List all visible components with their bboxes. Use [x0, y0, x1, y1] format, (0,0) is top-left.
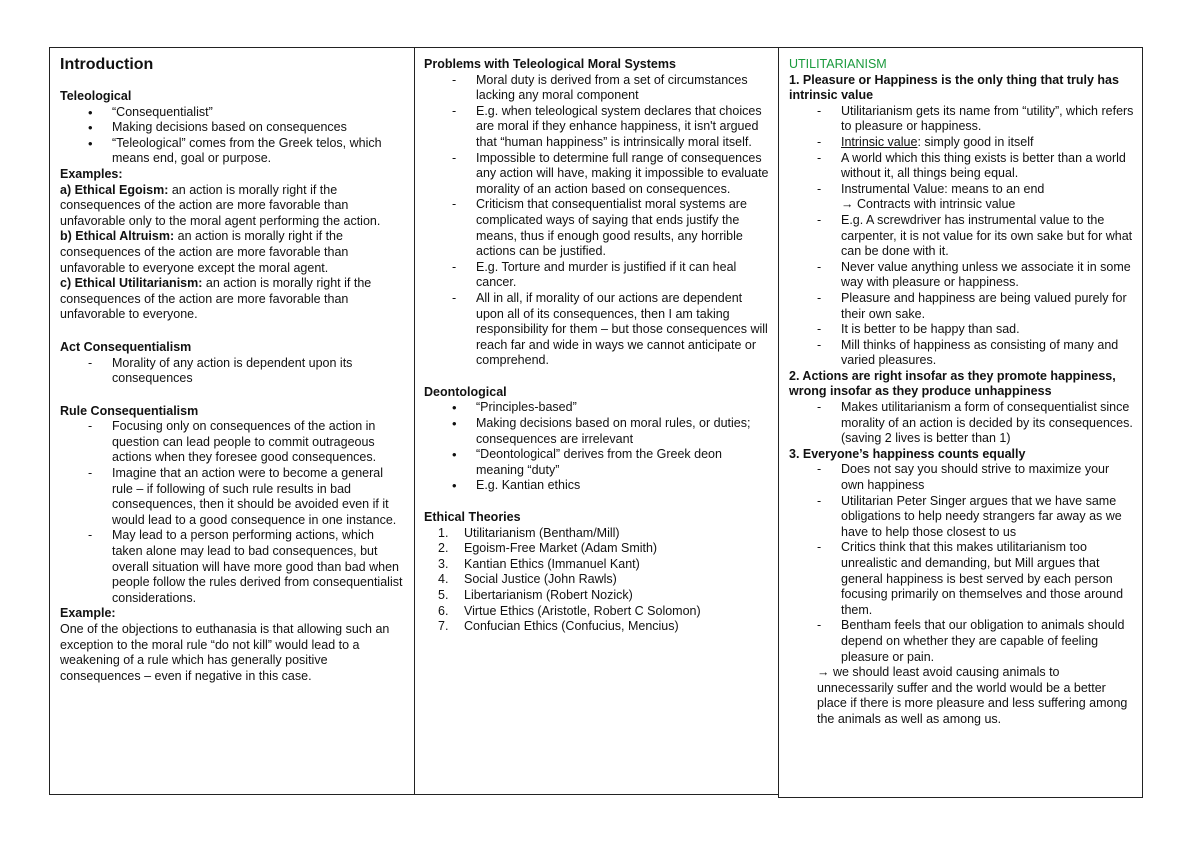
ethical-theories-list	[424, 526, 769, 635]
list-text: Egoism-Free Market (Adam Smith)	[464, 541, 658, 556]
example-utilitarianism	[60, 276, 404, 323]
list-item: • Making decisions based on consequences	[60, 120, 404, 136]
column-introduction	[49, 47, 415, 795]
heading-act-consequentialism: Act Consequentialism	[60, 339, 192, 354]
list-item: - Does not say you should strive to maximize your own happiness	[789, 462, 1134, 493]
list-item: - Impossible to determine full range of consequences any action will have, making it impossible to evaluate morality of an action based on consequences.	[424, 151, 769, 198]
list-text: Social Justice (John Rawls)	[464, 572, 617, 587]
list-item: - It is better to be happy than sad.	[789, 322, 1134, 338]
column-utilitarianism	[778, 47, 1143, 798]
counts-equally-list	[789, 462, 1134, 665]
definition-utilitarianism: an action is morally right if the consequences of the action are more favorable than unfavorable to everyone.	[60, 276, 372, 322]
example-altruism	[60, 229, 404, 276]
list-item	[424, 588, 769, 604]
list-item: - Utilitarianism gets its name from “utility”, which refers to pleasure or happiness.	[789, 104, 1134, 135]
list-number: 5.	[438, 588, 449, 602]
list-item: - Never value anything unless we associate it in some way with pleasure or happiness.	[789, 260, 1134, 291]
intrinsic-value-list	[789, 104, 1134, 369]
list-item	[789, 135, 1134, 151]
instrumental-value-arrow-line: → Contracts with intrinsic value	[841, 197, 1016, 212]
column-problems	[414, 47, 779, 795]
list-number: 7.	[438, 619, 449, 634]
list-item: - May lead to a person performing actions, which taken alone may lead to bad consequences, but overall situation will have more good than bad when people follow the rules derived from consequentialist considerations.	[60, 528, 404, 606]
list-item	[424, 526, 769, 542]
definition-altruism: an action is morally right if the consequences of the action are more favorable than unfavorable to everyone except the moral agent.	[60, 229, 349, 275]
heading-rule-consequentialism: Rule Consequentialism	[60, 403, 199, 418]
list-number: 6.	[438, 603, 449, 618]
list-item: - A world which this thing exists is better than a world without it, all things being equal.	[789, 151, 1134, 182]
intrinsic-value-term: Intrinsic value	[841, 134, 918, 149]
list-item: - Focusing only on consequences of the action in question can lead people to commit outrageous actions when they foresee good consequences.	[60, 419, 404, 466]
list-item: - Criticism that consequentialist moral systems are complicated ways of saying that ends justify the means, thus if enough good results, any horrible actions can be justified.	[424, 197, 769, 259]
teleological-list	[60, 105, 404, 167]
list-item: • E.g. Kantian ethics	[424, 478, 769, 494]
section-title-utilitarianism: UTILITARIANISM	[789, 57, 887, 71]
list-number: 3.	[438, 556, 449, 571]
list-number: 4.	[438, 572, 449, 587]
animals-conclusion: → we should least avoid causing animals to unnecessarily suffer and the world would be a better place if there is more pleasure and less suffering among the animals as well as among us.	[817, 665, 1128, 726]
heading-deontological: Deontological	[424, 384, 507, 399]
list-item	[424, 572, 769, 588]
list-number: 1.	[438, 525, 449, 540]
heading-counts-equally: 3. Everyone’s happiness counts equally	[789, 446, 1026, 461]
list-item	[424, 619, 769, 635]
list-item: - Mill thinks of happiness as consisting of many and varied pleasures.	[789, 338, 1134, 369]
list-item: - Bentham feels that our obligation to animals should depend on whether they are capable of feeling pleasure or pain.	[789, 618, 1134, 665]
list-item: • “Principles-based”	[424, 400, 769, 416]
notes-table	[49, 47, 1143, 795]
act-list	[60, 356, 404, 387]
list-item: • “Deontological” derives from the Greek deon meaning “duty”	[424, 447, 769, 478]
heading-problems: Problems with Teleological Moral Systems	[424, 57, 676, 71]
list-item: • “Teleological” comes from the Greek telos, which means end, goal or purpose.	[60, 136, 404, 167]
list-item: - Utilitarian Peter Singer argues that we have same obligations to help needy strangers far away as we have to help those closest to us	[789, 494, 1134, 541]
definition-egoism: an action is morally right if the consequences of the action are more favorable than unfavorable only to the moral agent performing the action.	[60, 182, 381, 228]
heading-example: Example:	[60, 606, 116, 621]
list-item: - Critics think that this makes utilitarianism too unrealistic and demanding, but Mill argues that general happiness is best served by each person focusing primarily on themselves and those around them.	[789, 540, 1134, 618]
list-item: - E.g. A screwdriver has instrumental value to the carpenter, it is not value for its own sake but for what can be done with it.	[789, 213, 1134, 260]
heading-intrinsic-value: 1. Pleasure or Happiness is the only thing that truly has intrinsic value	[789, 72, 1119, 103]
list-item	[424, 541, 769, 557]
list-item: - Makes utilitarianism a form of consequentialist since morality of an action is decided by its consequences. (saving 2 lives is better than 1)	[789, 400, 1134, 447]
term-altruism: b) Ethical Altruism:	[60, 229, 175, 244]
list-item: - Pleasure and happiness are being valued purely for their own sake.	[789, 291, 1134, 322]
heading-ethical-theories: Ethical Theories	[424, 510, 521, 525]
list-item	[424, 604, 769, 620]
term-utilitarianism: c) Ethical Utilitarianism:	[60, 276, 203, 291]
section-title-introduction: Introduction	[60, 56, 154, 73]
list-item: - E.g. Torture and murder is justified if it can heal cancer.	[424, 260, 769, 291]
list-item: - Imagine that an action were to become a general rule – if following of such rule results in bad consequences, then it should be avoided even if it would lead to a good consequence in one instance.	[60, 466, 404, 528]
example-egoism	[60, 183, 404, 230]
deontological-list	[424, 400, 769, 494]
list-item: • Making decisions based on moral rules, or duties; consequences are irrelevant	[424, 416, 769, 447]
problems-list	[424, 73, 769, 369]
list-text: Utilitarianism (Bentham/Mill)	[464, 525, 620, 540]
rule-list	[60, 419, 404, 606]
heading-promote-happiness: 2. Actions are right insofar as they promote happiness, wrong insofar as they produce unhappiness	[789, 368, 1116, 399]
list-item: - All in all, if morality of our actions are dependent upon all of its consequences, then I am taking responsibility for them – but those consequences will reach far and wide in ways we cannot anticipate or comprehend.	[424, 291, 769, 369]
list-text: Confucian Ethics (Confucius, Mencius)	[464, 619, 679, 634]
term-egoism: a) Ethical Egoism:	[60, 182, 169, 197]
heading-examples: Examples:	[60, 166, 123, 181]
list-item	[424, 557, 769, 573]
promote-happiness-list	[789, 400, 1134, 447]
heading-teleological: Teleological	[60, 89, 132, 103]
list-item: - E.g. when teleological system declares that choices are moral if they enhance happiness, it isn't argued that “human happiness” is intrinsically moral itself.	[424, 104, 769, 151]
example-euthanasia: One of the objections to euthanasia is that allowing such an exception to the moral rule “do not kill” would lead to a weakening of a rule which has generally positive consequences – even if negative in this case.	[60, 622, 390, 683]
list-item: • “Consequentialist”	[60, 105, 404, 121]
list-text: Kantian Ethics (Immanuel Kant)	[464, 556, 640, 571]
list-text: Virtue Ethics (Aristotle, Robert C Solomon)	[464, 603, 701, 618]
instrumental-value-text: Instrumental Value: means to an end	[841, 181, 1045, 196]
list-item	[789, 182, 1134, 213]
list-item: - Moral duty is derived from a set of circumstances lacking any moral component	[424, 73, 769, 104]
list-item: - Morality of any action is dependent upon its consequences	[60, 356, 404, 387]
intrinsic-value-definition: : simply good in itself	[917, 134, 1034, 149]
list-number: 2.	[438, 541, 449, 556]
list-text: Libertarianism (Robert Nozick)	[464, 588, 633, 602]
